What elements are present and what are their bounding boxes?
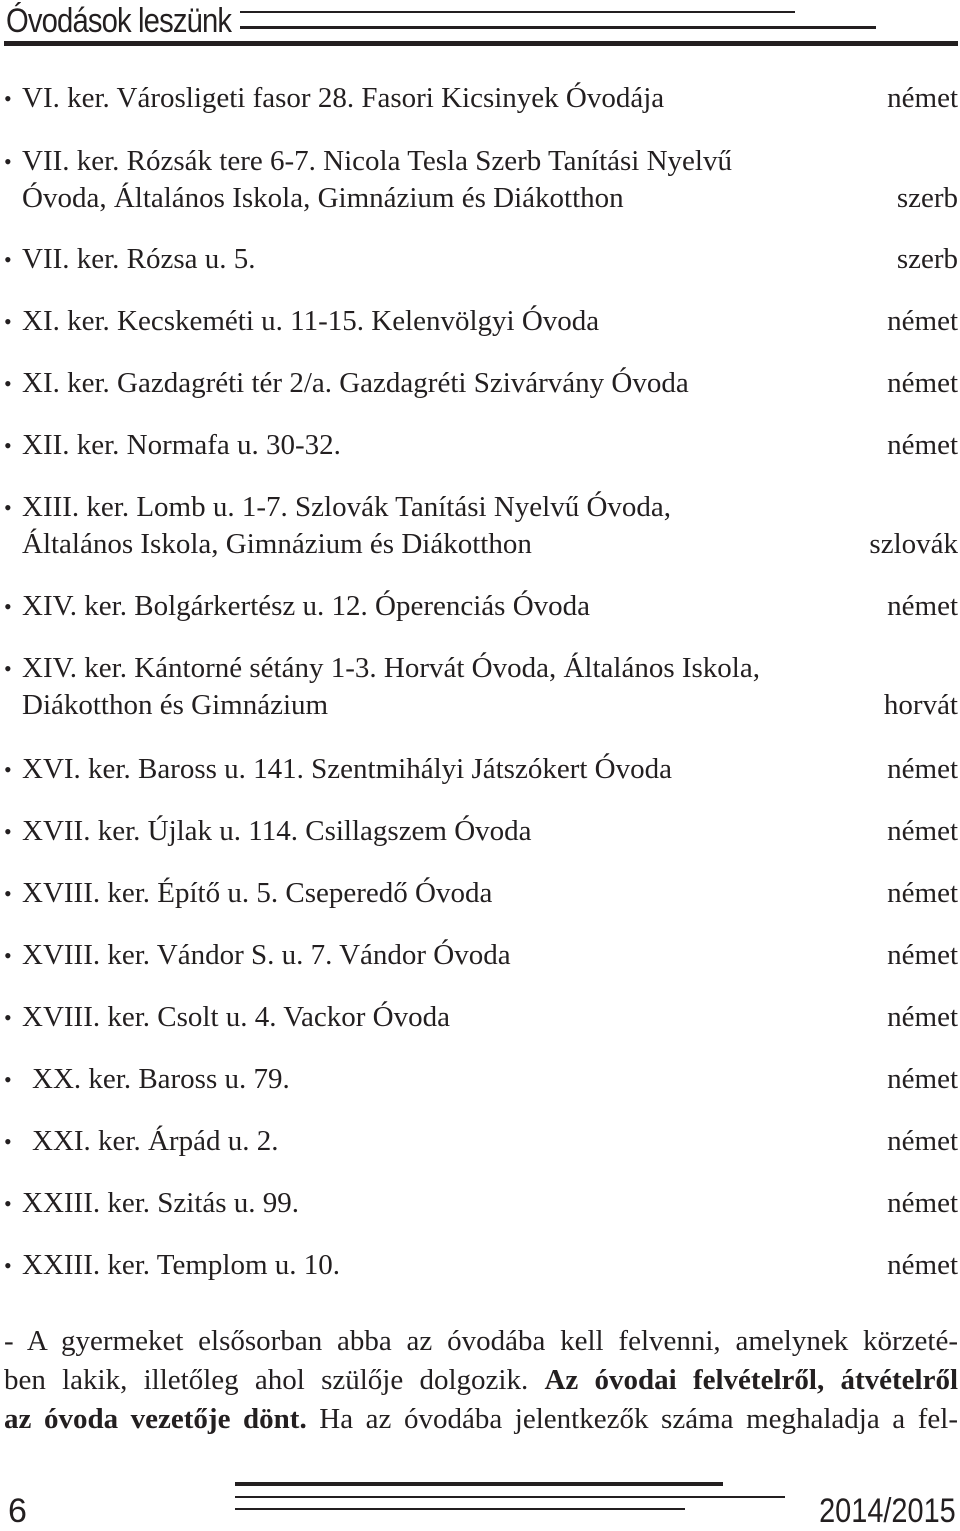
bullet-icon: • bbox=[4, 149, 12, 174]
item-address-line: XI. ker. Kecskeméti u. 11-15. Kelenvölgyi Óvoda bbox=[22, 305, 600, 337]
item-address bbox=[32, 1123, 278, 1160]
item-language: német bbox=[887, 1249, 958, 1281]
paragraph-line-3-bold: az óvoda vezetője dönt. bbox=[4, 1403, 307, 1435]
item-address-line: XVIII. ker. Csolt u. 4. Vackor Óvoda bbox=[22, 1001, 450, 1033]
item-address-line: XVI. ker. Baross u. 141. Szentmihályi Játszókert Óvoda bbox=[22, 753, 672, 785]
school-year: 2014/2015 bbox=[819, 1492, 956, 1530]
item-address bbox=[22, 80, 664, 117]
item-address bbox=[22, 1247, 340, 1284]
paragraph-line-2 bbox=[4, 1361, 958, 1400]
bullet-icon: • bbox=[4, 1253, 12, 1278]
item-language: német bbox=[887, 1063, 958, 1095]
page-number: 6 bbox=[8, 1492, 27, 1530]
bullet-icon: • bbox=[4, 1191, 12, 1216]
bullet-icon: • bbox=[4, 309, 12, 334]
bullet-icon: • bbox=[4, 86, 12, 111]
bullet-icon: • bbox=[4, 943, 12, 968]
item-language: német bbox=[887, 753, 958, 785]
item-address-line: XX. ker. Baross u. 79. bbox=[32, 1063, 290, 1095]
item-address-line: XIV. ker. Bolgárkertész u. 12. Óperenciás Óvoda bbox=[22, 590, 591, 622]
item-address bbox=[22, 937, 511, 974]
item-address-line: VII. ker. Rózsa u. 5. bbox=[22, 243, 256, 275]
footer-rule-top bbox=[235, 1482, 723, 1486]
item-address-line: Óvoda, Általános Iskola, Gimnázium és Diákotthon bbox=[22, 182, 624, 214]
bullet-icon: • bbox=[4, 247, 12, 272]
page-footer bbox=[0, 1480, 960, 1531]
bullet-icon: • bbox=[4, 371, 12, 396]
paragraph-line-1: - A gyermeket elsősorban abba az óvodába kell felvenni, amelynek körzeté- bbox=[4, 1325, 958, 1357]
item-address bbox=[32, 1061, 290, 1098]
item-address-line: XVII. ker. Újlak u. 114. Csillagszem Óvoda bbox=[22, 815, 532, 847]
paragraph-line-2-normal: ben lakik, illetőleg ahol szülője dolgozik. bbox=[4, 1364, 545, 1396]
item-language: német bbox=[887, 590, 958, 622]
bullet-icon: • bbox=[4, 433, 12, 458]
header-title: Óvodások leszünk bbox=[6, 2, 232, 40]
item-address-line: XIII. ker. Lomb u. 1-7. Szlovák Tanítási Nyelvű Óvoda, bbox=[22, 491, 672, 523]
header-rule-bottom bbox=[4, 41, 958, 46]
bullet-icon: • bbox=[4, 656, 12, 681]
item-address bbox=[22, 1185, 299, 1222]
item-address-line: XVIII. ker. Építő u. 5. Cseperedő Óvoda bbox=[22, 877, 493, 909]
bullet-icon: • bbox=[4, 819, 12, 844]
item-language: német bbox=[887, 1125, 958, 1157]
item-language: német bbox=[887, 939, 958, 971]
footer-rule-bottom bbox=[235, 1508, 685, 1510]
item-address-line: VII. ker. Rózsák tere 6-7. Nicola Tesla Szerb Tanítási Nyelvű bbox=[22, 145, 732, 177]
item-address bbox=[22, 489, 671, 563]
item-language: német bbox=[887, 305, 958, 337]
item-address bbox=[22, 813, 532, 850]
item-address bbox=[22, 241, 256, 278]
item-address-line: XIV. ker. Kántorné sétány 1-3. Horvát Óvoda, Általános Iskola, bbox=[22, 652, 760, 684]
item-address-line: Diákotthon és Gimnázium bbox=[22, 689, 329, 721]
item-address bbox=[22, 751, 672, 788]
item-language: német bbox=[887, 429, 958, 461]
paragraph-line-3-normal: Ha az óvodába jelentkezők száma meghaladja a fel- bbox=[306, 1403, 958, 1435]
paragraph-line-3 bbox=[4, 1400, 958, 1439]
item-language: német bbox=[887, 82, 958, 114]
item-address-line: VI. ker. Városligeti fasor 28. Fasori Kicsinyek Óvodája bbox=[22, 82, 665, 114]
item-address-line: XI. ker. Gazdagréti tér 2/a. Gazdagréti Szivárvány Óvoda bbox=[22, 367, 689, 399]
item-address-line: XII. ker. Normafa u. 30-32. bbox=[22, 429, 341, 461]
item-address bbox=[22, 650, 760, 724]
bullet-icon: • bbox=[4, 1067, 12, 1092]
info-paragraph bbox=[4, 1322, 958, 1439]
item-language: szerb bbox=[896, 182, 958, 214]
item-language: német bbox=[887, 1001, 958, 1033]
item-address bbox=[22, 365, 689, 402]
item-language: német bbox=[887, 1187, 958, 1219]
item-language: horvát bbox=[883, 689, 958, 721]
item-address-line: XXIII. ker. Szitás u. 99. bbox=[22, 1187, 300, 1219]
bullet-icon: • bbox=[4, 594, 12, 619]
item-language: német bbox=[887, 877, 958, 909]
item-address bbox=[22, 588, 590, 625]
item-address-line: XXIII. ker. Templom u. 10. bbox=[22, 1249, 340, 1281]
item-address bbox=[22, 303, 599, 340]
bullet-icon: • bbox=[4, 757, 12, 782]
page-header bbox=[0, 0, 960, 60]
item-language: szlovák bbox=[869, 528, 958, 560]
bullet-icon: • bbox=[4, 1005, 12, 1030]
item-address-line: Általános Iskola, Gimnázium és Diákotthon bbox=[22, 528, 532, 560]
item-address-line: XVIII. ker. Vándor S. u. 7. Vándor Óvoda bbox=[22, 939, 511, 971]
item-language: szerb bbox=[896, 243, 958, 275]
item-address bbox=[22, 427, 341, 464]
paragraph-line-2-bold: Az óvodai felvételről, átvételről bbox=[544, 1364, 958, 1396]
bullet-icon: • bbox=[4, 1129, 12, 1154]
item-language: német bbox=[887, 367, 958, 399]
bullet-icon: • bbox=[4, 495, 12, 520]
item-address bbox=[22, 875, 492, 912]
bullet-icon: • bbox=[4, 881, 12, 906]
header-rule-top bbox=[240, 11, 795, 13]
item-address-line: XXI. ker. Árpád u. 2. bbox=[32, 1125, 279, 1157]
footer-rule-middle bbox=[235, 1496, 785, 1498]
item-address bbox=[22, 999, 450, 1036]
item-language: német bbox=[887, 815, 958, 847]
header-rule-middle bbox=[240, 26, 876, 29]
item-address bbox=[22, 143, 732, 217]
